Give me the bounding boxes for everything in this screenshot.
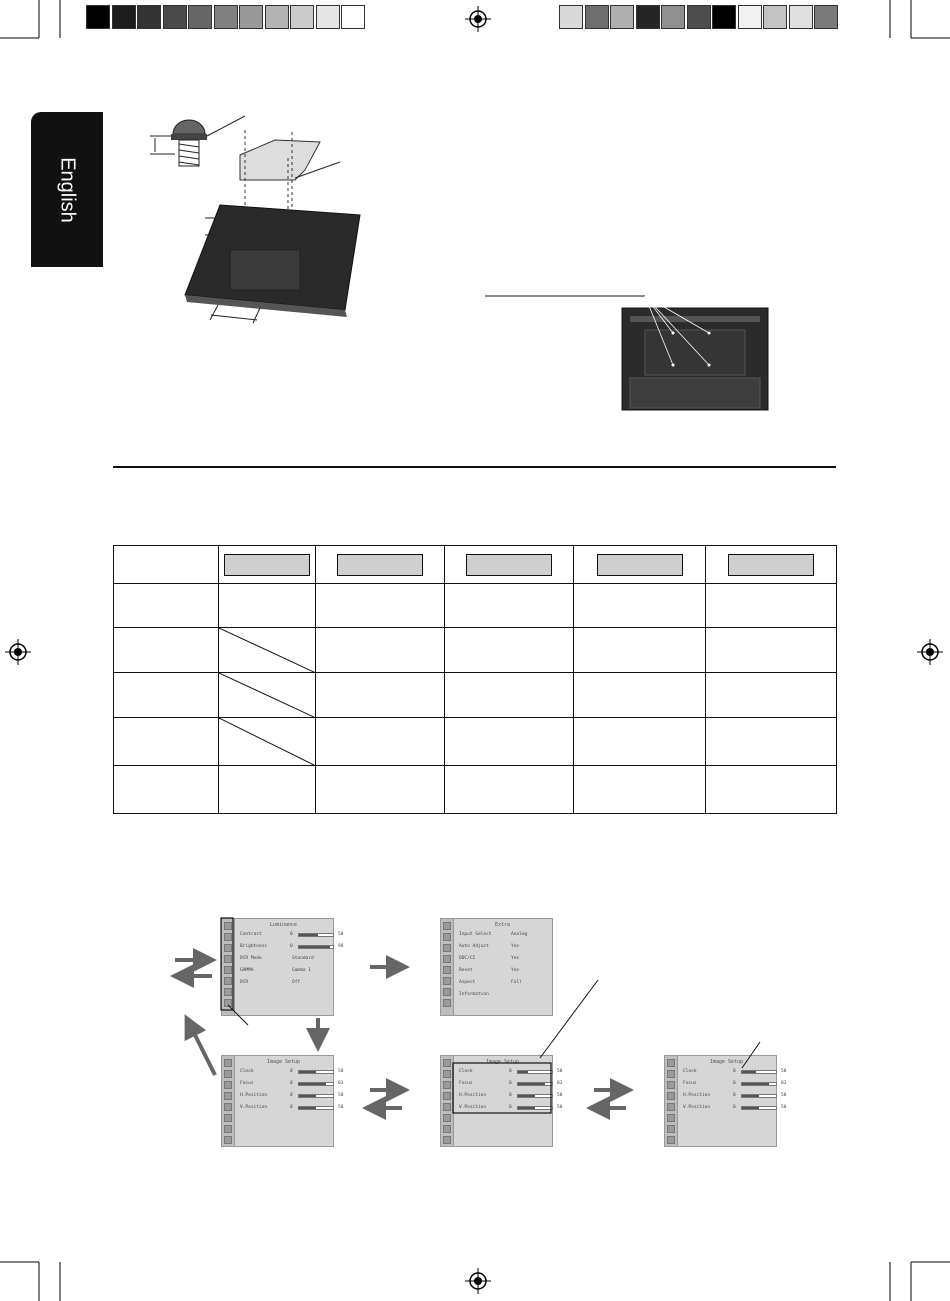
osd-row-label: Information	[459, 992, 489, 997]
osd-row-label: Input Select	[459, 932, 492, 937]
table-cell	[114, 766, 219, 814]
osd-title: Luminance	[269, 922, 298, 928]
osd-row-value: Gamma 1	[292, 968, 311, 973]
osd-row-value: 0	[509, 1069, 512, 1074]
osd-row-label: Aspect	[459, 980, 476, 985]
osd-row-label: Auto Adjust	[459, 944, 489, 949]
table-cell	[706, 673, 837, 718]
osd-row-end-value: 83	[557, 1081, 563, 1086]
table-cell	[445, 546, 574, 584]
crosshair-registration-icon	[5, 639, 31, 665]
osd-row-label: V.Position	[683, 1105, 711, 1110]
osd-row-value: 0	[509, 1105, 512, 1110]
table-row	[114, 673, 837, 718]
osd-row-value: 0	[733, 1093, 736, 1098]
not-applicable-diagonal	[219, 628, 316, 673]
table-cell	[574, 628, 706, 673]
table-cell	[219, 584, 316, 628]
osd-row-end-value: 50	[557, 1069, 563, 1074]
osd-row-end-value: 50	[338, 1105, 344, 1110]
osd-row-value: 0	[290, 1069, 293, 1074]
table-cell	[706, 766, 837, 814]
table-cell	[114, 584, 219, 628]
monitor-rear-illustration	[485, 290, 775, 415]
osd-row-end-value: 50	[781, 1069, 787, 1074]
table-row	[114, 584, 837, 628]
table-cell	[706, 718, 837, 766]
osd-row-value: 0	[509, 1093, 512, 1098]
table-cell	[706, 584, 837, 628]
table-cell	[445, 673, 574, 718]
osd-row-label: DDC/CI	[459, 956, 476, 961]
osd-row-label: Focus	[459, 1081, 473, 1086]
osd-row-end-value: 50	[557, 1105, 563, 1110]
osd-row-value: 0	[290, 1105, 293, 1110]
osd-row-value: Yes	[511, 968, 520, 973]
crosshair-registration-icon	[917, 639, 943, 665]
osd-row-value: Yes	[511, 944, 520, 949]
table-cell	[445, 584, 574, 628]
table-cell	[114, 628, 219, 673]
not-applicable-diagonal	[219, 718, 316, 766]
osd-row-end-value: 83	[781, 1081, 787, 1086]
crosshair-registration-icon	[465, 1268, 491, 1294]
table-cell	[219, 673, 316, 718]
table-cell	[445, 766, 574, 814]
osd-title: Image Setup	[485, 1059, 520, 1065]
crosshair-registration-icon	[465, 6, 491, 32]
osd-row-end-value: 50	[781, 1093, 787, 1098]
header-label-box	[466, 554, 552, 576]
table-row	[114, 766, 837, 814]
table-cell	[706, 546, 837, 584]
table-cell	[316, 766, 445, 814]
table-cell	[219, 766, 316, 814]
osd-row-label: GAMMA	[240, 968, 254, 973]
header-label-box	[224, 554, 310, 576]
osd-row-value: Yes	[511, 956, 520, 961]
table-row	[114, 718, 837, 766]
header-label-box	[597, 554, 683, 576]
osd-row-value: Analog	[511, 932, 528, 937]
table-cell	[114, 673, 219, 718]
osd-row-label: DCR	[240, 980, 249, 985]
osd-row-value: 0	[290, 1093, 293, 1098]
stand-removal-illustration	[145, 110, 370, 325]
osd-row-value: 0	[733, 1081, 736, 1086]
table-cell	[219, 718, 316, 766]
osd-row-end-value: 83	[338, 1081, 344, 1086]
osd-row-value: 0	[290, 1081, 293, 1086]
table-cell	[574, 718, 706, 766]
table-cell	[574, 546, 706, 584]
osd-title: Image Setup	[266, 1059, 301, 1065]
table-cell	[316, 628, 445, 673]
osd-row-label: DCR Mode	[240, 956, 262, 961]
osd-row-value: 0	[290, 932, 293, 937]
table-cell	[219, 546, 316, 584]
table-row	[114, 546, 837, 584]
header-label-box	[728, 554, 814, 576]
table-cell	[114, 718, 219, 766]
language-tab-label: English	[56, 156, 79, 223]
language-tab	[31, 112, 103, 267]
table-cell	[114, 546, 219, 584]
table-cell	[445, 628, 574, 673]
table-cell	[574, 673, 706, 718]
osd-row-value: 0	[733, 1069, 736, 1074]
table-cell	[219, 628, 316, 673]
osd-row-value: 0	[509, 1081, 512, 1086]
table-cell	[316, 584, 445, 628]
osd-row-label: Brightness	[240, 944, 268, 949]
osd-row-value: Full	[511, 980, 522, 985]
osd-row-end-value: 50	[557, 1093, 563, 1098]
table-cell	[316, 718, 445, 766]
section-divider	[113, 466, 836, 468]
osd-title: Extra	[494, 922, 511, 928]
osd-row-value: Standard	[292, 956, 314, 961]
table-cell	[574, 766, 706, 814]
osd-row-end-value: 90	[338, 944, 344, 949]
osd-row-label: Contrast	[240, 932, 262, 937]
osd-row-label: H.Position	[459, 1093, 487, 1098]
osd-row-label: V.Position	[240, 1105, 268, 1110]
table-cell	[316, 546, 445, 584]
osd-row-end-value: 50	[338, 1093, 344, 1098]
osd-row-label: Focus	[240, 1081, 254, 1086]
osd-row-end-value: 50	[781, 1105, 787, 1110]
osd-row-value: 0	[290, 944, 293, 949]
osd-row-label: H.Position	[683, 1093, 711, 1098]
osd-row-label: Clock	[683, 1069, 697, 1074]
osd-row-label: H.Position	[240, 1093, 268, 1098]
spec-table	[113, 545, 837, 814]
osd-row-label: Clock	[459, 1069, 473, 1074]
osd-row-end-value: 50	[338, 1069, 344, 1074]
table-cell	[445, 718, 574, 766]
table-cell	[574, 584, 706, 628]
osd-navigation-arrows	[0, 900, 950, 1160]
osd-row-end-value: 50	[338, 932, 344, 937]
osd-row-label: Reset	[459, 968, 473, 973]
header-label-box	[337, 554, 423, 576]
osd-title: Image Setup	[709, 1059, 744, 1065]
table-row	[114, 628, 837, 673]
osd-row-value: 0	[733, 1105, 736, 1110]
table-cell	[706, 628, 837, 673]
osd-row-label: Clock	[240, 1069, 254, 1074]
table-cell	[316, 673, 445, 718]
osd-row-value: Off	[292, 980, 301, 985]
osd-row-label: V.Position	[459, 1105, 487, 1110]
osd-row-label: Focus	[683, 1081, 697, 1086]
not-applicable-diagonal	[219, 673, 316, 718]
